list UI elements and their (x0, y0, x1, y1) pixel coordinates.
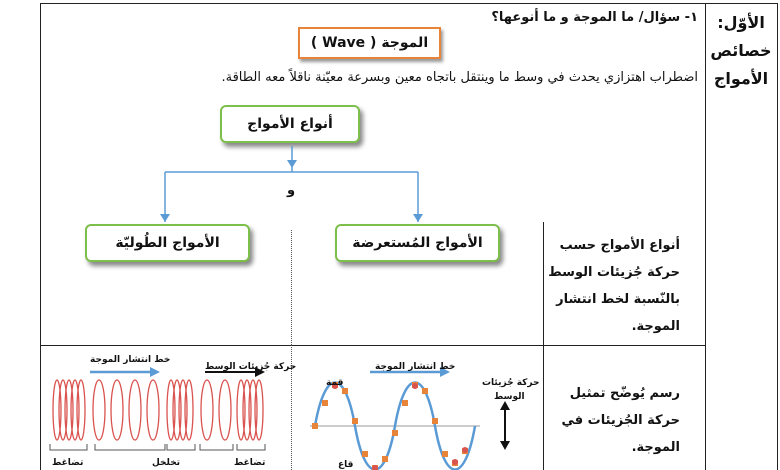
spring-coils (53, 380, 263, 440)
wave-title-text: الموجة ( Wave ) (310, 35, 429, 51)
compression-label-left: تضاغط (52, 458, 84, 468)
question-text: ١- سؤال/ ما الموجة و ما أنوعها؟ (491, 10, 698, 25)
compression-label-right: تضاغط (234, 458, 266, 468)
transverse-box (335, 224, 500, 262)
coil (129, 380, 141, 440)
coil (147, 380, 159, 440)
side-label-3: الأمواج (713, 69, 769, 88)
particle (352, 418, 358, 424)
particle (342, 388, 348, 394)
bracket-rarefaction-right (200, 444, 233, 450)
draw-desc-line-1: رسم يُوضّح تمثيل (569, 386, 680, 401)
bracket-compression-mid (167, 444, 195, 450)
red-dot (452, 459, 458, 465)
longitudinal-particles-label: حركة جُزيئات الوسط (205, 362, 297, 372)
crest-label: قمة (326, 378, 344, 388)
connector-arrow-left (160, 214, 170, 222)
particle (442, 451, 448, 457)
trough-label: قاع (338, 460, 354, 470)
coil (111, 380, 123, 440)
coil (201, 380, 213, 440)
draw-desc-line-3: الموجة. (631, 440, 680, 455)
connector-arrow-right (413, 214, 423, 222)
coil (185, 380, 193, 440)
longitudinal-box-text: الأمواج الطُوليّة (115, 235, 220, 251)
coil (77, 380, 85, 440)
region-brackets (50, 444, 265, 450)
connector-arrow-main (287, 160, 297, 168)
particle-arrow-up (500, 401, 510, 410)
coil (93, 380, 105, 440)
bracket-rarefaction (95, 444, 165, 450)
longitudinal-box (85, 224, 250, 262)
particle (422, 388, 428, 394)
red-dot (412, 383, 418, 389)
drawing-description (548, 380, 680, 461)
bracket-compression-right (237, 444, 265, 450)
draw-desc-line-2: حركة الجُزيئات في (561, 413, 680, 428)
particle-arrow-down (500, 441, 510, 450)
transverse-propagation-label: خط انتشار الموجة (375, 362, 456, 372)
side-label-1: الأوّل: (717, 13, 765, 32)
particle (322, 400, 328, 406)
particle (312, 423, 318, 429)
particle (432, 418, 438, 424)
types-desc-line-4: الموجة. (631, 319, 680, 334)
red-dot (462, 447, 468, 453)
particle (392, 430, 398, 436)
coil (219, 380, 231, 440)
longitudinal-propagation-label: خط انتشار الموجة (90, 355, 171, 365)
particle (402, 400, 408, 406)
and-label: و (287, 183, 296, 198)
definition-text: اضطراب اهتزازي يحدث في وسط ما وينتقل باتجاه معين وبسرعة معيّنة ناقلاً معه الطاقة. (221, 70, 698, 85)
transverse-particles-label-1: حركة جُزيئات (482, 378, 540, 388)
rarefaction-label: تخلخل (152, 458, 181, 468)
bracket-compression-left (50, 444, 87, 450)
particle (382, 456, 388, 462)
types-desc-line-3: بالنّسبة لخط انتشار (556, 292, 680, 307)
transverse-particles-label-2: الوسط (494, 392, 525, 402)
long-propagation-arrowhead (150, 367, 160, 377)
side-label-2: خصائص (710, 41, 772, 60)
types-desc-line-1: أنواع الأمواج حسب (559, 238, 680, 253)
particle (362, 451, 368, 457)
types-description (548, 232, 680, 340)
transverse-box-text: الأمواج المُستعرضة (352, 235, 483, 251)
types-box-text: أنواع الأمواج (247, 116, 333, 132)
coil (255, 380, 263, 440)
types-desc-line-2: حركة جُزيئات الوسط (548, 265, 680, 280)
